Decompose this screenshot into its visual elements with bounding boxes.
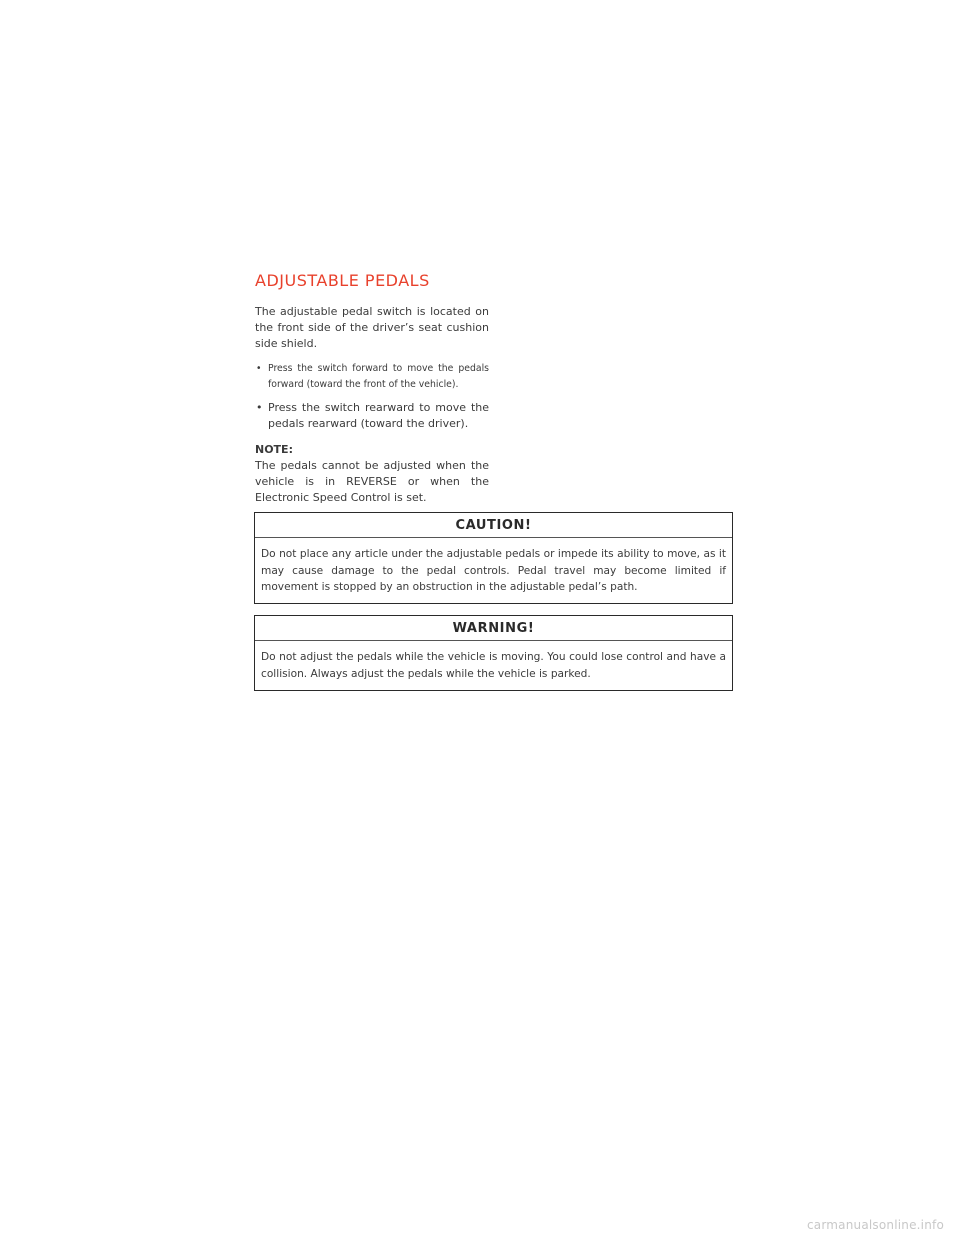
list-item-text: Press the switch rearward to move the pedals rearward (toward the driver).	[268, 401, 489, 430]
watermark-footer: carmanualsonline.info	[807, 1218, 944, 1232]
caution-text: Do not place any article under the adjustable pedals or impede its ability to move, as it may cause damage to the pedal controls. Pedal travel may become limited if movement is stopped by an obstruction in the adjustable pedal’s path.	[261, 548, 726, 593]
caution-box	[254, 512, 733, 604]
caution-title: CAUTION!	[255, 513, 732, 538]
bullet-icon: •	[256, 363, 262, 374]
note-text: The pedals cannot be adjusted when the vehicle is in REVERSE or when the Electronic Speed Control is set.	[255, 459, 489, 504]
list-item	[255, 400, 489, 432]
list-item-text: Press the switch forward to move the pedals forward (toward the front of the vehicle).	[268, 363, 489, 390]
instruction-list	[255, 361, 489, 432]
note-label: NOTE:	[255, 443, 293, 456]
section-heading: ADJUSTABLE PEDALS	[255, 271, 430, 290]
bullet-icon: •	[256, 401, 263, 414]
warning-text: Do not adjust the pedals while the vehicle is moving. You could lose control and have a collision. Always adjust the pedals while the vehicle is parked.	[261, 651, 726, 680]
intro-paragraph: The adjustable pedal switch is located on the front side of the driver’s seat cushion side shield.	[255, 305, 489, 350]
warning-box	[254, 615, 733, 691]
warning-title: WARNING!	[255, 616, 732, 641]
list-item	[255, 361, 489, 393]
adjustable-pedals-section	[255, 270, 489, 506]
